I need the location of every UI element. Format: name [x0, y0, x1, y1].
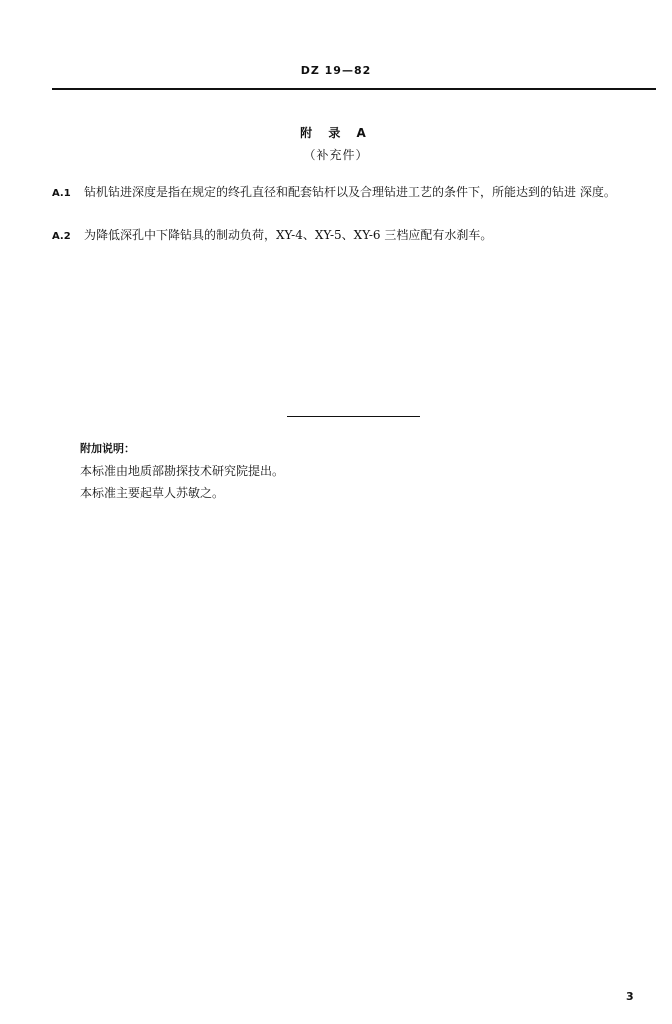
- section-divider: [287, 416, 420, 417]
- clause-a2: [52, 225, 660, 247]
- page-number: 3: [626, 990, 634, 1003]
- appendix-title: 附 录 A: [300, 126, 372, 140]
- clause-number: A.2: [52, 231, 71, 242]
- clause-text: 钻机钻进深度是指在规定的终孔直径和配套钻杆以及合理钻进工艺的条件下，所能达到的钻进 深度。: [84, 185, 616, 199]
- standard-code: DZ 19—82: [300, 64, 372, 77]
- notes-line: 本标准主要起草人苏敏之。: [80, 486, 225, 500]
- notes-title: 附加说明：: [80, 442, 135, 455]
- clause-text: 为降低深孔中下降钻具的制动负荷，XY-4、XY-5、XY-6 三档应配有水刹车。: [84, 228, 493, 242]
- additional-notes: [80, 438, 640, 504]
- appendix-subtitle: （补充件）: [303, 148, 369, 162]
- clause-number: A.1: [52, 188, 71, 199]
- notes-line: 本标准由地质部勘探技术研究院提出。: [80, 464, 285, 478]
- header-rule: [52, 88, 656, 90]
- clause-a1: [52, 182, 660, 204]
